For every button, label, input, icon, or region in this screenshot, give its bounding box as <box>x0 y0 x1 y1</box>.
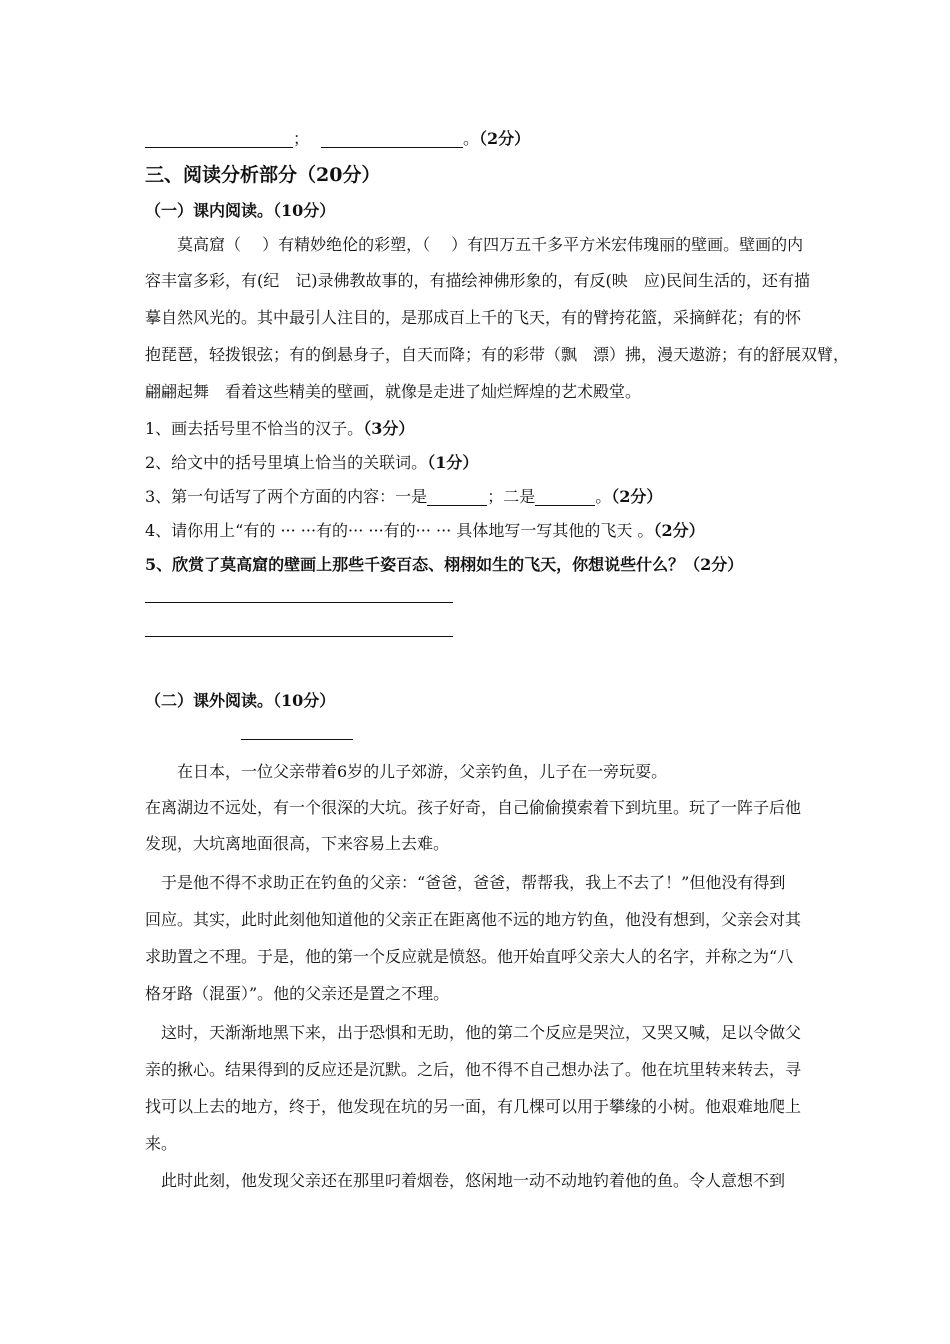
paragraph-line: 找可以上去的地方，终于，他发现在坑的另一面，有几棵可以用于攀缘的小树。他艰难地爬上 <box>145 1097 802 1116</box>
answer-line[interactable] <box>145 636 453 637</box>
answer-blank-q3-1[interactable] <box>427 487 487 506</box>
passage-line: 莫高窟（ ）有精妙绝伦的彩塑，（ ）有四万五千多平方米宏伟瑰丽的壁画。壁画的内 <box>177 235 804 254</box>
separator: ； <box>293 129 310 148</box>
paragraph-line: 这时，天渐渐地黑下来，出于恐惧和无助，他的第二个反应是哭泣，又哭又喊，足以令做父 <box>161 1023 802 1042</box>
paragraph-line: 来。 <box>145 1134 178 1153</box>
paragraph-line: 回应。其实，此时此刻他知道他的父亲正在距离他不远的地方钓鱼，他没有想到，父亲会对其 <box>145 910 802 929</box>
paragraph-line: 于是他不得不求助正在钓鱼的父亲：“爸爸，爸爸，帮帮我，我上不去了！”但他没有得到 <box>161 873 786 892</box>
paragraph-line: 在离湖边不远处，有一个很深的大坑。孩子好奇，自己偷偷摸索着下到坑里。玩了一阵子后他 <box>145 798 802 817</box>
paragraph-line: 亲的揪心。结果得到的反应还是沉默。之后，他不得不自己想办法了。他在坑里转来转去，寻 <box>145 1060 802 1079</box>
passage-line: 抱琵琶，轻拨银弦；有的倒悬身子，自天而降；有的彩带（飘 漂）拂，漫天遨游；有的舒展双臂， <box>145 345 850 364</box>
question-2: 2、给文中的括号里填上恰当的关联词。（1分） <box>145 453 479 472</box>
answer-blank-1[interactable] <box>145 129 293 148</box>
top-answer-line <box>145 126 530 149</box>
passage-line: 摹自然风光的。其中最引人注目的，是那成百上千的飞天，有的臂挎花篮，采摘鲜花；有的怀 <box>145 308 802 327</box>
part2-title: （二）课外阅读。（10分） <box>145 691 336 710</box>
paragraph-1: 在日本，一位父亲带着6岁的儿子郊游，父亲钓鱼，儿子在一旁玩耍。 <box>177 762 668 781</box>
question-1: 1、画去括号里不恰当的汉子。（3分） <box>145 419 415 438</box>
question-3: 3、第一句话写了两个方面的内容：一是 ；二是 。（2分） <box>145 487 663 506</box>
question-4: 4、请你用上“有的 ··· ···有的··· ···有的··· ··· 具体地写一写其他的飞天 。（2分） <box>145 521 705 540</box>
paragraph-line: 此时此刻，他发现父亲还在那里叼着烟卷，悠闲地一动不动地钓着他的鱼。令人意想不到 <box>161 1171 786 1190</box>
paragraph-line: 求助置之不理。于是，他的第一个反应就是愤怒。他开始直呼父亲大人的名字，并称之为“八 <box>145 947 794 966</box>
section3-title: 三、阅读分析部分（20分） <box>145 164 381 186</box>
title-blank[interactable] <box>241 739 353 740</box>
passage-line: 容丰富多彩，有(纪 记)录佛教故事的，有描绘神佛形象的，有反(映 应)民间生活的，还有描 <box>145 271 810 290</box>
part1-title: （一）课内阅读。（10分） <box>145 201 336 220</box>
paragraph-line: 格牙路（混蛋）”。他的父亲还是置之不理。 <box>145 984 450 1003</box>
question-5: 5、欣赏了莫高窟的壁画上那些千姿百态、栩栩如生的飞天，你想说些什么？（2分） <box>145 555 744 574</box>
paragraph-line: 发现，大坑离地面很高，下来容易上去难。 <box>145 834 450 853</box>
answer-blank-2[interactable] <box>321 129 463 148</box>
answer-line[interactable] <box>145 602 453 603</box>
passage-line: 翩翩起舞 看着这些精美的壁画，就像是走进了灿烂辉煌的艺术殿堂。 <box>145 382 642 401</box>
score: （2分） <box>479 129 531 148</box>
answer-blank-q3-2[interactable] <box>535 487 595 506</box>
end-mark: 。 <box>463 129 480 148</box>
